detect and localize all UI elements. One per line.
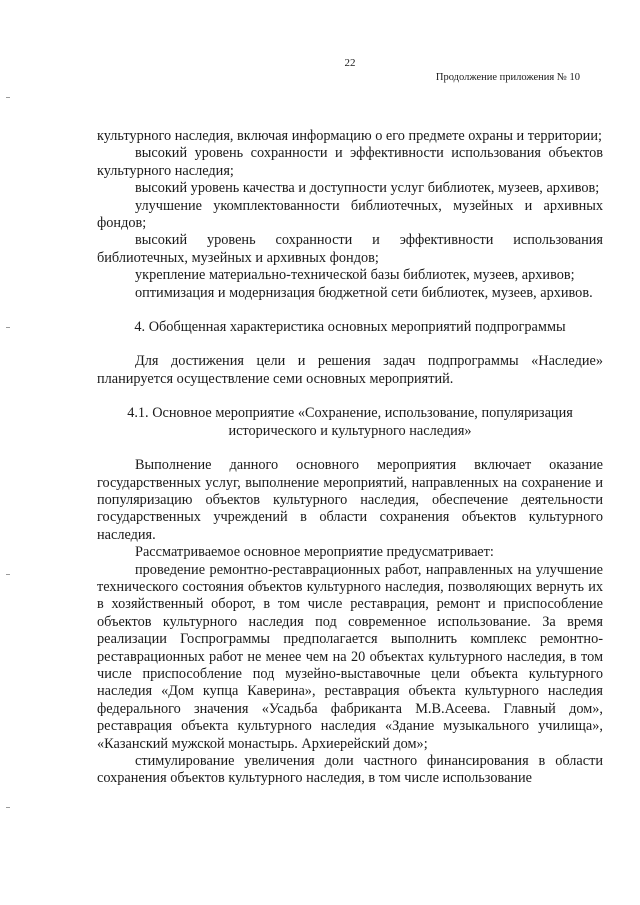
document-body: [97, 128, 603, 788]
paragraph: высокий уровень сохранности и эффективности использования объектов культурного наследия;: [97, 145, 603, 179]
paragraph: оптимизация и модернизация бюджетной сети библиотек, музеев, архивов.: [135, 284, 593, 301]
paragraph: улучшение укомплектованности библиотечных, музейных и архивных фондов;: [97, 197, 603, 232]
paragraph: Для достижения цели и решения задач подпрограммы «Наследие» планируется осуществление семи основных мероприятий.: [97, 353, 603, 387]
subsection-heading-line: исторического и культурного наследия»: [228, 422, 472, 439]
appendix-note: Продолжение приложения № 10: [435, 72, 580, 83]
margin-mark: [6, 807, 10, 808]
paragraph: проведение ремонтно-реставрационных работ, направленных на улучшение технического состояния объектов культурного наследия, позволяющих вернуть их в хозяйственный оборот, в том числе реставрация, ремонт и приспособление объектов культурного наследия под современное использование. За время реализации Госпрограммы предполагается выполнить комплекс ремонтно-реставрационных работ не менее чем на 20 объектах культурного наследия, в том числе приспособление под музейно-выставочные цели объекта культурного наследия «Дом купца Каверина», реставрация объекта культурного наследия федерального значения «Усадьба фабриканта М.В.Асеева. Главный дом», реставрация объекта культурного наследия «Здание музыкального училища», «Казанский мужской монастырь. Архиерейский дом»;: [97, 561, 603, 752]
margin-mark: [6, 97, 10, 98]
paragraph: высокий уровень качества и доступности услуг библиотек, музеев, архивов;: [135, 180, 600, 197]
section-heading: 4. Обобщенная характеристика основных мероприятий подпрограммы: [134, 319, 566, 336]
paragraph: Выполнение данного основного мероприятия включает оказание государственных услуг, выполнение мероприятий, направленных на сохранение и популяризацию объектов культурного наследия, обеспечение деятельности государственных учреждений в области сохранения объектов культурного наследия.: [97, 457, 603, 543]
page-number: 22: [344, 57, 356, 69]
subsection-heading-line: 4.1. Основное мероприятие «Сохранение, использование, популяризация: [127, 405, 573, 422]
margin-mark: [6, 327, 10, 328]
paragraph: высокий уровень сохранности и эффективности использования библиотечных, музейных и архивных фондов;: [97, 232, 603, 266]
paragraph: Рассматриваемое основное мероприятие предусматривает:: [135, 544, 494, 561]
margin-mark: [6, 574, 10, 575]
paragraph: укрепление материально-технической базы библиотек, музеев, архивов;: [135, 267, 575, 284]
paragraph: культурного наследия, включая информацию о его предмете охраны и территории;: [97, 128, 602, 144]
paragraph: стимулирование увеличения доли частного финансирования в области сохранения объектов культурного наследия, в том числе использование: [97, 753, 603, 787]
